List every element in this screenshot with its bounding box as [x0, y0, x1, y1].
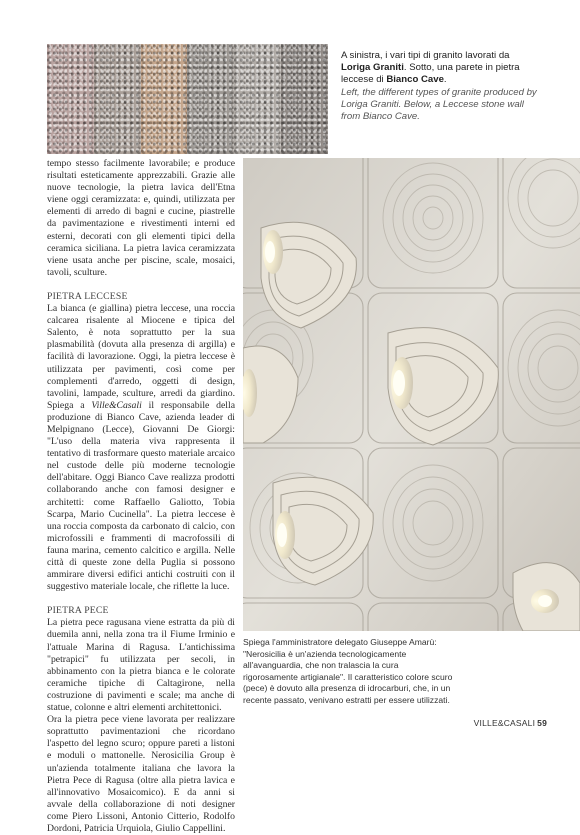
granite-swatch	[141, 44, 188, 154]
stone-wall-illustration	[243, 158, 580, 631]
magazine-name: VILLE&CASALI	[473, 718, 536, 728]
leccese-text: il responsabile della produzione di Bianco Cave, azienda leader di Melpignano (Lecce), Giovanni De Giorgi: "L'uso della materia viva rappresenta il tentativo di trasformare questo materiale arcaico nel custode delle più moderne tecnologie dell'abitare. Oggi Bianco Cave realizza prodotti collaborando anche con famosi designer e architetti: come Raffaello Galiotto, Tobia Scarpa, Mario Cucinella". La pietra leccese è una roccia composta da carbonato di calcio, con microfossili e frammenti di macrofossili di fauna marina, cemento calcitico e argilla. Nelle città di queste zone della Puglia si possono ammirare diversi edifici antichi costruiti con il suggestivo materiale locale, che riflette la luce.	[47, 399, 235, 593]
photo-caption-top	[341, 50, 541, 123]
granite-swatch	[281, 44, 328, 154]
caption-brand-loriga: Loriga Graniti	[341, 62, 404, 74]
granite-swatch	[234, 44, 281, 154]
caption-it-part: .	[443, 74, 447, 86]
pece-paragraph: La pietra pece ragusana viene estratta da più di duemila anni, nella zona tra il Fiume Irminio e l'attuale Marina di Ragusa. L'antichissima "petrapici" fu utilizzata per secoli, in abbinamento con la pietra bianca e le colorate ceramiche tipiche di Caltagirone, nella costruzione di pavimenti e scale; ma anche di statue, colonne e altri elementi architettonici.	[47, 617, 235, 714]
article-intro-paragraph: tempo stesso facilmente lavorabile; e produce risultati esteticamente apprezzabili. Grazie alle nuove tecnologie, la pietra lavica dell'Etna viene oggi ceramizzata: e, quindi, utilizzata per elementi di arredo di bagni e cucine, piastrelle da pavimentazione e rivestimenti interni ed esterni, decorati con gli elementi tipici della ceramica siciliana. La pietra lavica ceramizzata viene usata anche per piscine, scale, mosaici, tavoli, sculture.	[47, 158, 235, 278]
leccese-paragraph	[47, 303, 235, 593]
granite-samples-photo	[47, 44, 328, 154]
nerosicilia-caption: Spiega l'amministratore delegato Giuseppe Amarù: "Nerosicilia è un'azienda tecnologicamente all'avanguardia, che non tralascia la cura rigorosamente artigianale". Il caratteristico colore scuro (pece) è dovuto alla presenza di idrocarburi, che, in un recente passato, venivano estratti per essere utilizzati.	[243, 637, 453, 705]
caption-english: Left, the different types of granite produced by Loriga Graniti. Below, a Leccese stone wall from Bianco Cave.	[341, 86, 537, 123]
granite-swatch	[187, 44, 234, 154]
article-column	[47, 158, 235, 835]
granite-swatch	[94, 44, 141, 154]
caption-it-part: A sinistra, i vari tipi di granito lavorati da	[341, 50, 510, 61]
magazine-name-inline: Ville&Casali	[91, 399, 142, 411]
section-heading-leccese: PIETRA LECCESE	[47, 290, 128, 302]
granite-swatch	[47, 44, 94, 154]
pece-paragraph: Ora la pietra pece viene lavorata per realizzare soprattutto pavimentazioni che ricordano l'aspetto del legno scuro; oppure pareti a listoni e moduli o mattonelle. Nerosicilia Group è un'azienda totalmente italiana che lavora la Pietra Pece di Ragusa (oltre alla pietra lavica e all'innovativo Mosaicomico). E da anni si avvale della collaborazione di noti designer come Piero Lissoni, Antonio Citterio, Rodolfo Dordoni, Patricia Urquiola, Giulio Cappellini.	[47, 714, 235, 834]
caption-it-part: . Sotto, una parete in pietra leccese di	[341, 62, 520, 86]
leccese-text: La bianca (e giallina) pietra leccese, una roccia calcarea risalente al Miocene e tipica del Salento, è nota soprattutto per la sua plasmabilità (dovuta alla presenza di argilla) e facilità di lavorazione. Oggi, la pietra leccese è utilizzata per pavimenti, così come per complementi d'arredo, oggetti di design, tavolini, lampade, sculture, arredi da giardino. Spiega a	[47, 303, 235, 411]
section-heading-pece: PIETRA PECE	[47, 605, 109, 617]
page-footer	[474, 718, 547, 728]
leccese-stone-wall-photo	[243, 158, 580, 631]
page-number: 59	[537, 718, 547, 728]
caption-brand-bianco-cave: Bianco Cave	[386, 74, 444, 86]
